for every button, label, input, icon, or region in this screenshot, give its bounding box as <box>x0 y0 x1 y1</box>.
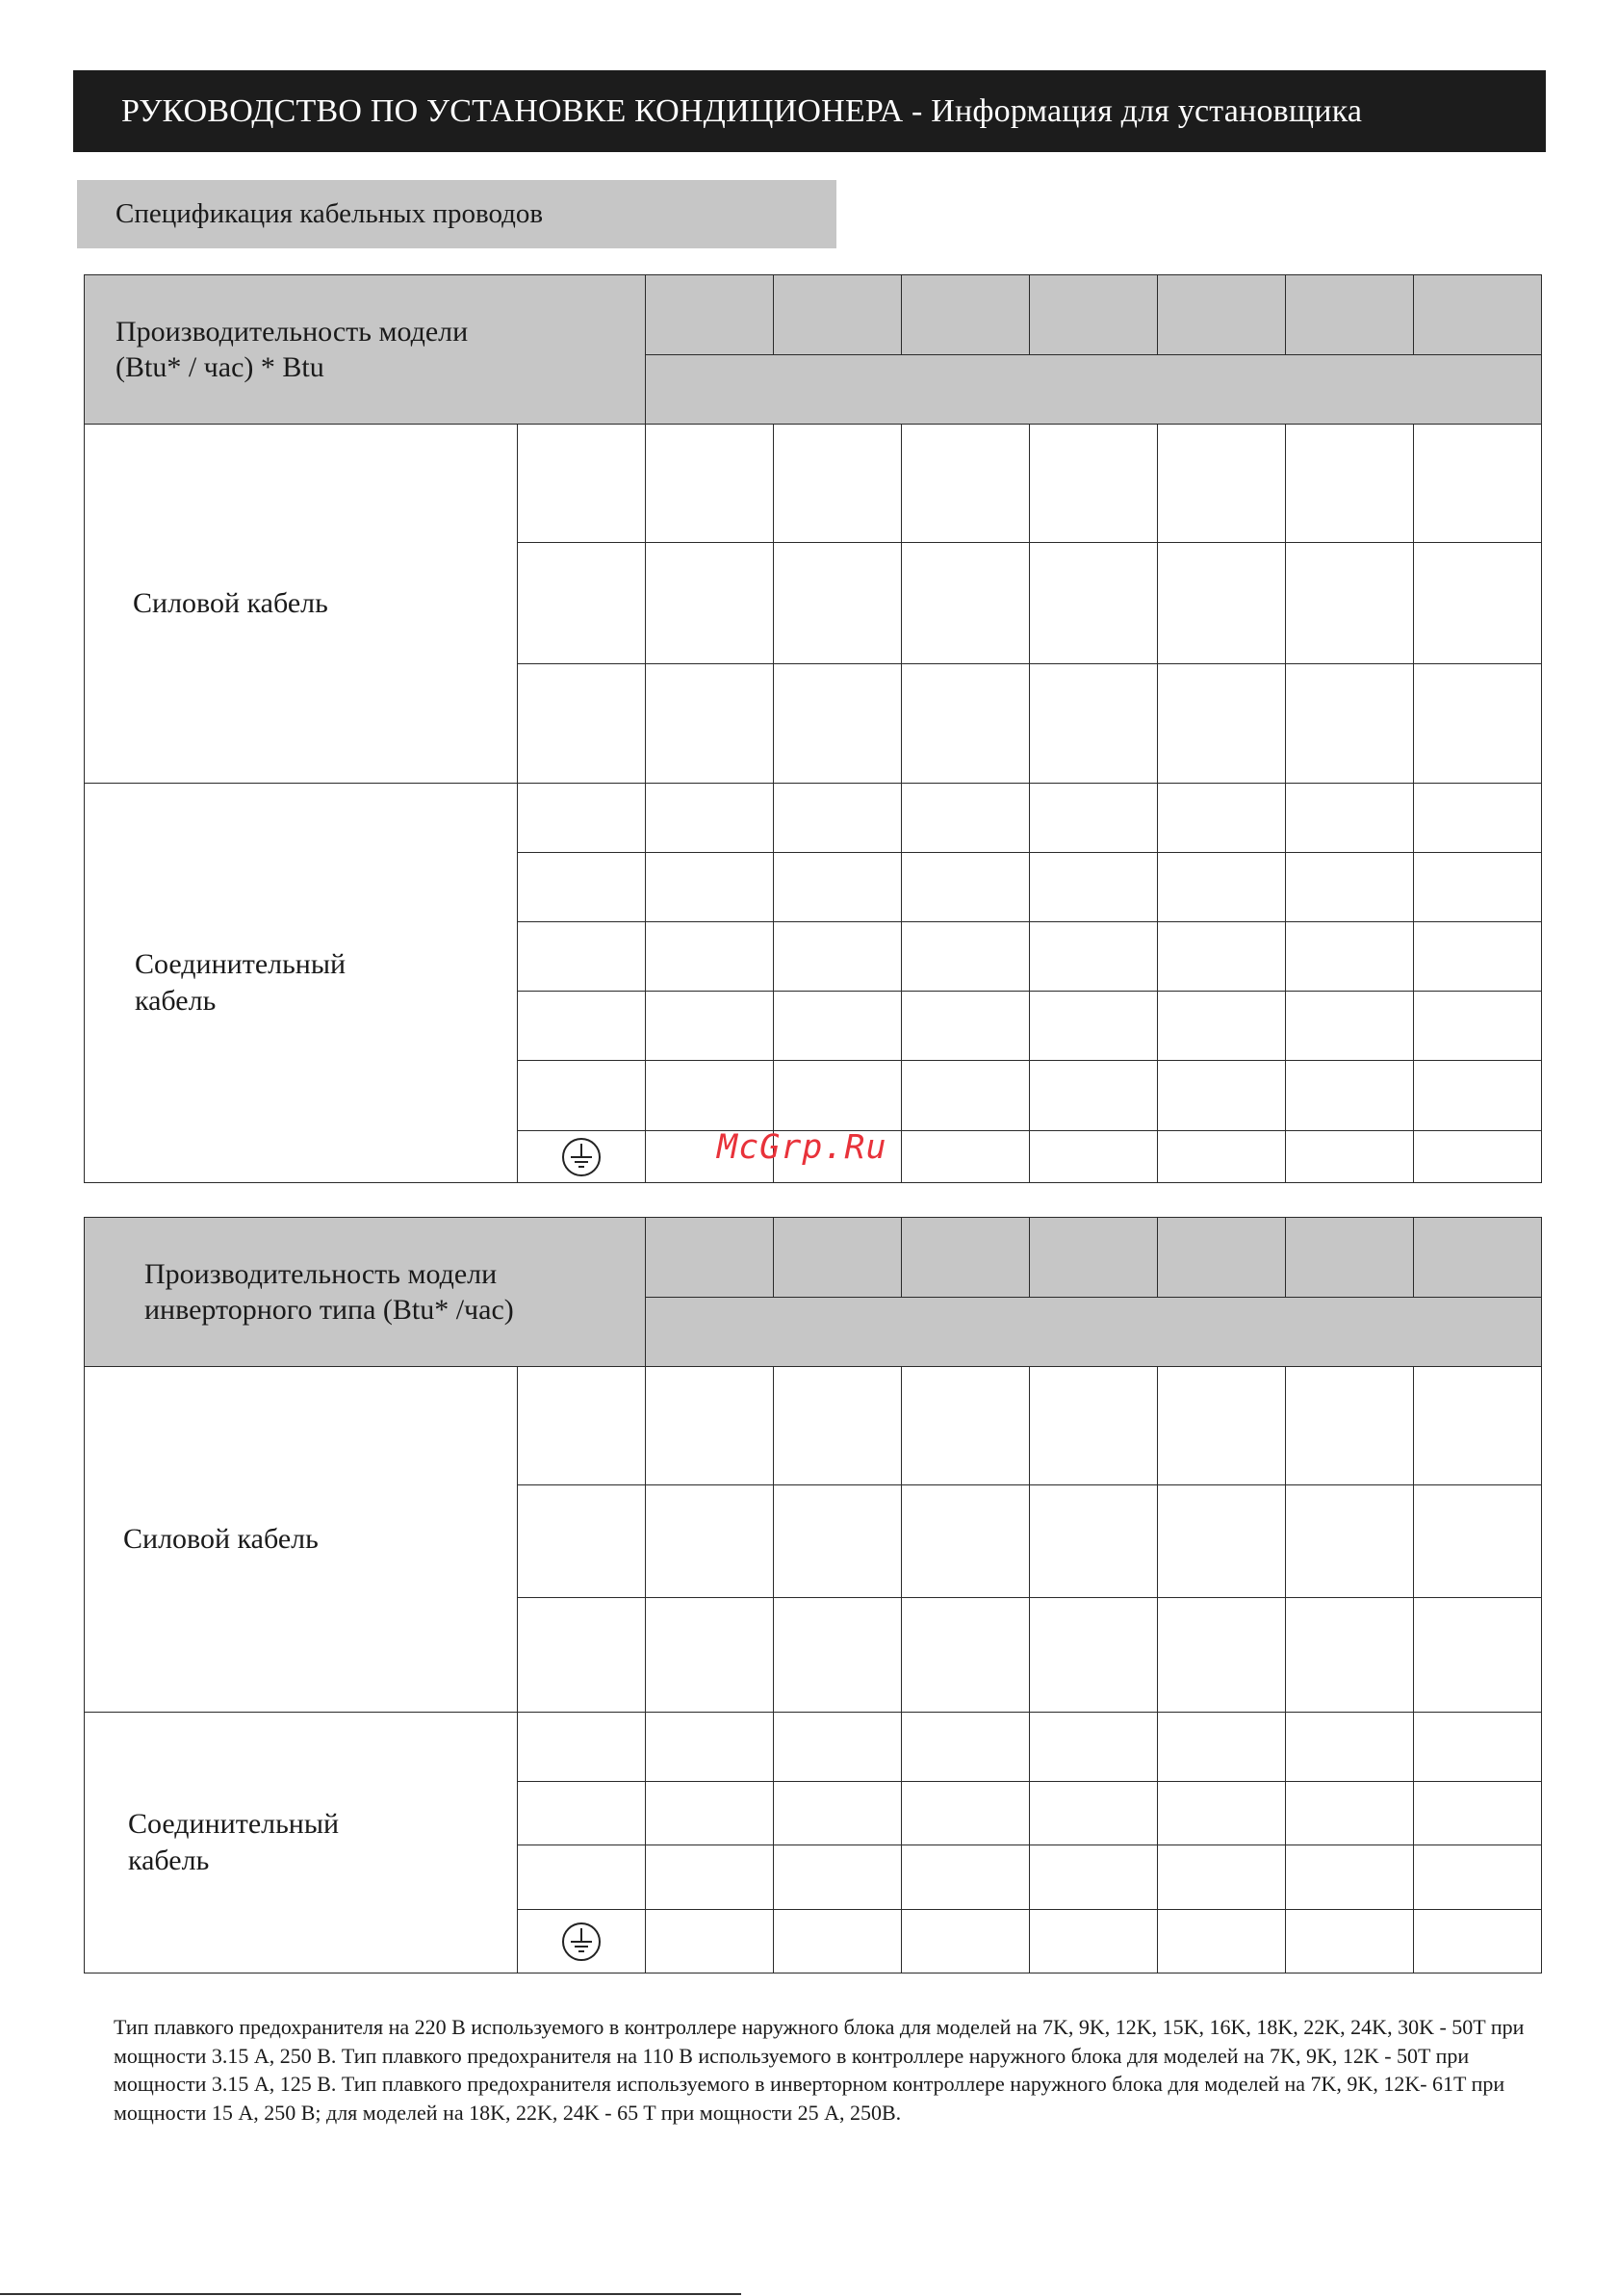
table-cell <box>902 1367 1030 1485</box>
page-title: РУКОВОДСТВО ПО УСТАНОВКЕ КОНДИЦИОНЕРА - Информация для установщика <box>121 92 1363 129</box>
table-cell <box>1414 543 1542 664</box>
table-cell <box>1030 543 1158 664</box>
table-cell <box>518 1485 646 1598</box>
table-cell <box>1158 922 1286 992</box>
inverter-capacity-header-line1: Производительность модели <box>144 1258 498 1290</box>
power-cable-group <box>85 425 518 784</box>
table-cell <box>1030 425 1158 543</box>
table-cell <box>518 1367 646 1485</box>
table-row <box>85 275 1542 355</box>
table-cell <box>1414 922 1542 992</box>
table-cell <box>1414 1218 1542 1298</box>
connecting-cable-label: Соединительный кабель <box>128 1808 340 1876</box>
table-cell <box>774 425 902 543</box>
table-cell <box>1286 1910 1414 1974</box>
table-cell <box>1030 784 1158 853</box>
section-label <box>77 180 836 248</box>
capacity-header-line1: Производительность модели <box>116 316 469 348</box>
table-cell <box>646 1782 774 1845</box>
table-cell <box>1286 1218 1414 1298</box>
table-cell <box>774 784 902 853</box>
table-cell <box>1158 275 1286 355</box>
table-cell <box>1414 664 1542 784</box>
table-cell <box>518 784 646 853</box>
table-cell <box>646 1061 774 1131</box>
table-cell <box>1030 853 1158 922</box>
table-cell <box>646 275 774 355</box>
table-cell <box>646 1298 1542 1367</box>
table-cell <box>1286 853 1414 922</box>
table-cell <box>1030 664 1158 784</box>
table-cell <box>902 1598 1030 1713</box>
table-cell <box>774 1598 902 1713</box>
table-cell <box>518 1782 646 1845</box>
table-cell <box>902 664 1030 784</box>
table-cell <box>1414 853 1542 922</box>
table-cell <box>1414 1061 1542 1131</box>
table-cell <box>646 543 774 664</box>
table-cell <box>518 1845 646 1910</box>
table-cell <box>774 664 902 784</box>
table-cell <box>1414 1367 1542 1485</box>
table-cell <box>518 1061 646 1131</box>
watermark: McGrp.Ru <box>717 1128 887 1167</box>
table-cell <box>1414 1131 1542 1183</box>
ground-cell <box>518 1910 646 1974</box>
capacity-header-cell <box>85 275 646 425</box>
table-cell <box>1030 1598 1158 1713</box>
table-cell <box>1158 1485 1286 1598</box>
table-cell <box>1158 1131 1286 1183</box>
table-cell <box>774 1845 902 1910</box>
table-cell <box>518 543 646 664</box>
table-cell <box>1158 1845 1286 1910</box>
table-cell <box>1286 1845 1414 1910</box>
table-cell <box>1030 1782 1158 1845</box>
table-cell <box>1158 1713 1286 1782</box>
connecting-cable-group <box>85 784 518 1183</box>
table-cell <box>646 922 774 992</box>
table-cell <box>646 355 1542 425</box>
table-cell <box>1158 543 1286 664</box>
table-cell <box>902 784 1030 853</box>
table-cell <box>646 853 774 922</box>
table-cell <box>1030 1061 1158 1131</box>
table-cell <box>518 425 646 543</box>
table-cell <box>1286 1061 1414 1131</box>
table-cell <box>902 922 1030 992</box>
table-cell <box>902 1485 1030 1598</box>
table-cell <box>646 664 774 784</box>
connecting-cable-label: Соединительный кабель <box>135 948 347 1017</box>
table-cell <box>902 1782 1030 1845</box>
table-cell <box>902 1061 1030 1131</box>
table-cell <box>1158 664 1286 784</box>
table-cell <box>1286 1713 1414 1782</box>
ground-symbol-icon <box>561 1922 602 1962</box>
table-cell <box>1030 1131 1158 1183</box>
power-cable-label: Силовой кабель <box>123 1523 319 1555</box>
table-cell <box>902 275 1030 355</box>
inverter-capacity-header-cell <box>85 1218 646 1367</box>
table-cell <box>1414 784 1542 853</box>
table-cell <box>902 1218 1030 1298</box>
table-cell <box>646 1713 774 1782</box>
table-cell <box>774 1061 902 1131</box>
ground-symbol-icon <box>561 1137 602 1177</box>
table-cell <box>1030 1218 1158 1298</box>
bottom-divider <box>0 2293 741 2295</box>
table-cell <box>774 1367 902 1485</box>
table-cell <box>1414 1598 1542 1713</box>
table-cell <box>902 1845 1030 1910</box>
table-cell <box>1414 1845 1542 1910</box>
table-cell <box>902 992 1030 1061</box>
table-cell <box>646 425 774 543</box>
table-cell <box>1286 1131 1414 1183</box>
table-cell <box>646 1218 774 1298</box>
table-cell <box>1030 992 1158 1061</box>
table-cell <box>518 1713 646 1782</box>
cable-spec-table-standard <box>84 274 1542 1183</box>
table-cell <box>774 853 902 922</box>
table-cell <box>1414 1485 1542 1598</box>
table-cell <box>518 853 646 922</box>
table-cell <box>646 784 774 853</box>
table-cell <box>518 922 646 992</box>
fuse-footnote: Тип плавкого предохранителя на 220 В используемого в контроллере наружного блока для моделей на 7K, 9K, 12K, 15K, 16K, 18K, 22K, 24K, 30K - 50T при мощности 3.15 А, 250 В. Тип плавкого предохранителя на 110 В используемого в контроллере наружного блока для моделей на 7K, 9K, 12K - 50T при мощности 3.15 А, 125 В. Тип плавкого предохранителя используемого в инверторном контроллере наружного блока для моделей на 7K, 9K, 12K- 61T при мощности 15 А, 250 В; для моделей на 18K, 22K, 24K - 65 T при мощности 25 А, 250В. <box>114 2015 1525 2125</box>
table-cell <box>902 1713 1030 1782</box>
table-cell <box>1286 1367 1414 1485</box>
cable-spec-table-inverter <box>84 1217 1542 1974</box>
table-cell <box>902 543 1030 664</box>
table-cell <box>902 1910 1030 1974</box>
table-cell <box>1030 1713 1158 1782</box>
table-cell <box>1158 992 1286 1061</box>
table-row <box>85 784 1542 853</box>
table-cell <box>1030 1845 1158 1910</box>
table-cell <box>902 425 1030 543</box>
table-cell <box>1158 425 1286 543</box>
table-cell <box>1158 1910 1286 1974</box>
page-header <box>73 70 1546 152</box>
table-cell <box>1030 1367 1158 1485</box>
table-cell <box>774 543 902 664</box>
table-cell <box>646 1485 774 1598</box>
table-cell <box>1158 1782 1286 1845</box>
table-cell <box>1158 1598 1286 1713</box>
table-cell <box>1030 1910 1158 1974</box>
table-cell <box>1286 664 1414 784</box>
table-cell <box>1158 1218 1286 1298</box>
connecting-cable-group <box>85 1713 518 1974</box>
table-row <box>85 1367 1542 1485</box>
table-cell <box>646 1910 774 1974</box>
table-cell <box>1158 853 1286 922</box>
table-cell <box>1414 1713 1542 1782</box>
table-cell <box>646 992 774 1061</box>
table-cell <box>902 853 1030 922</box>
section-title: Спецификация кабельных проводов <box>116 198 544 229</box>
inverter-capacity-header-line2: инверторного типа (Btu* /час) <box>144 1294 514 1326</box>
capacity-header-line2: (Btu* / час) * Btu <box>116 351 324 383</box>
table-cell <box>1030 1485 1158 1598</box>
table-cell <box>774 1782 902 1845</box>
table-cell <box>1286 1485 1414 1598</box>
power-cable-label: Силовой кабель <box>133 587 328 619</box>
table-cell <box>518 664 646 784</box>
table-cell <box>1286 425 1414 543</box>
table-cell <box>646 1598 774 1713</box>
power-cable-group <box>85 1367 518 1713</box>
table-row <box>85 1713 1542 1782</box>
table-row <box>85 1218 1542 1298</box>
table-cell <box>1414 275 1542 355</box>
table-cell <box>1158 1061 1286 1131</box>
table-cell <box>646 1367 774 1485</box>
table-cell <box>774 992 902 1061</box>
table-cell <box>1414 425 1542 543</box>
table-cell <box>1286 922 1414 992</box>
table-row <box>85 425 1542 543</box>
table-cell <box>774 1713 902 1782</box>
table-cell <box>774 1218 902 1298</box>
table-cell <box>774 1485 902 1598</box>
table-cell <box>1414 992 1542 1061</box>
table-cell <box>518 992 646 1061</box>
table-cell <box>1286 1598 1414 1713</box>
table-cell <box>774 1910 902 1974</box>
table-cell <box>1286 543 1414 664</box>
table-cell <box>1286 275 1414 355</box>
table-cell <box>1414 1910 1542 1974</box>
table-cell <box>646 1845 774 1910</box>
table-cell <box>1158 1367 1286 1485</box>
table-cell <box>1286 784 1414 853</box>
ground-cell <box>518 1131 646 1183</box>
table-cell <box>774 922 902 992</box>
table-cell <box>518 1598 646 1713</box>
table-cell <box>1030 922 1158 992</box>
table-cell <box>1030 275 1158 355</box>
table-cell <box>1158 784 1286 853</box>
table-cell <box>1286 1782 1414 1845</box>
table-cell <box>774 275 902 355</box>
table-cell <box>1286 992 1414 1061</box>
table-cell <box>902 1131 1030 1183</box>
table-cell <box>1414 1782 1542 1845</box>
